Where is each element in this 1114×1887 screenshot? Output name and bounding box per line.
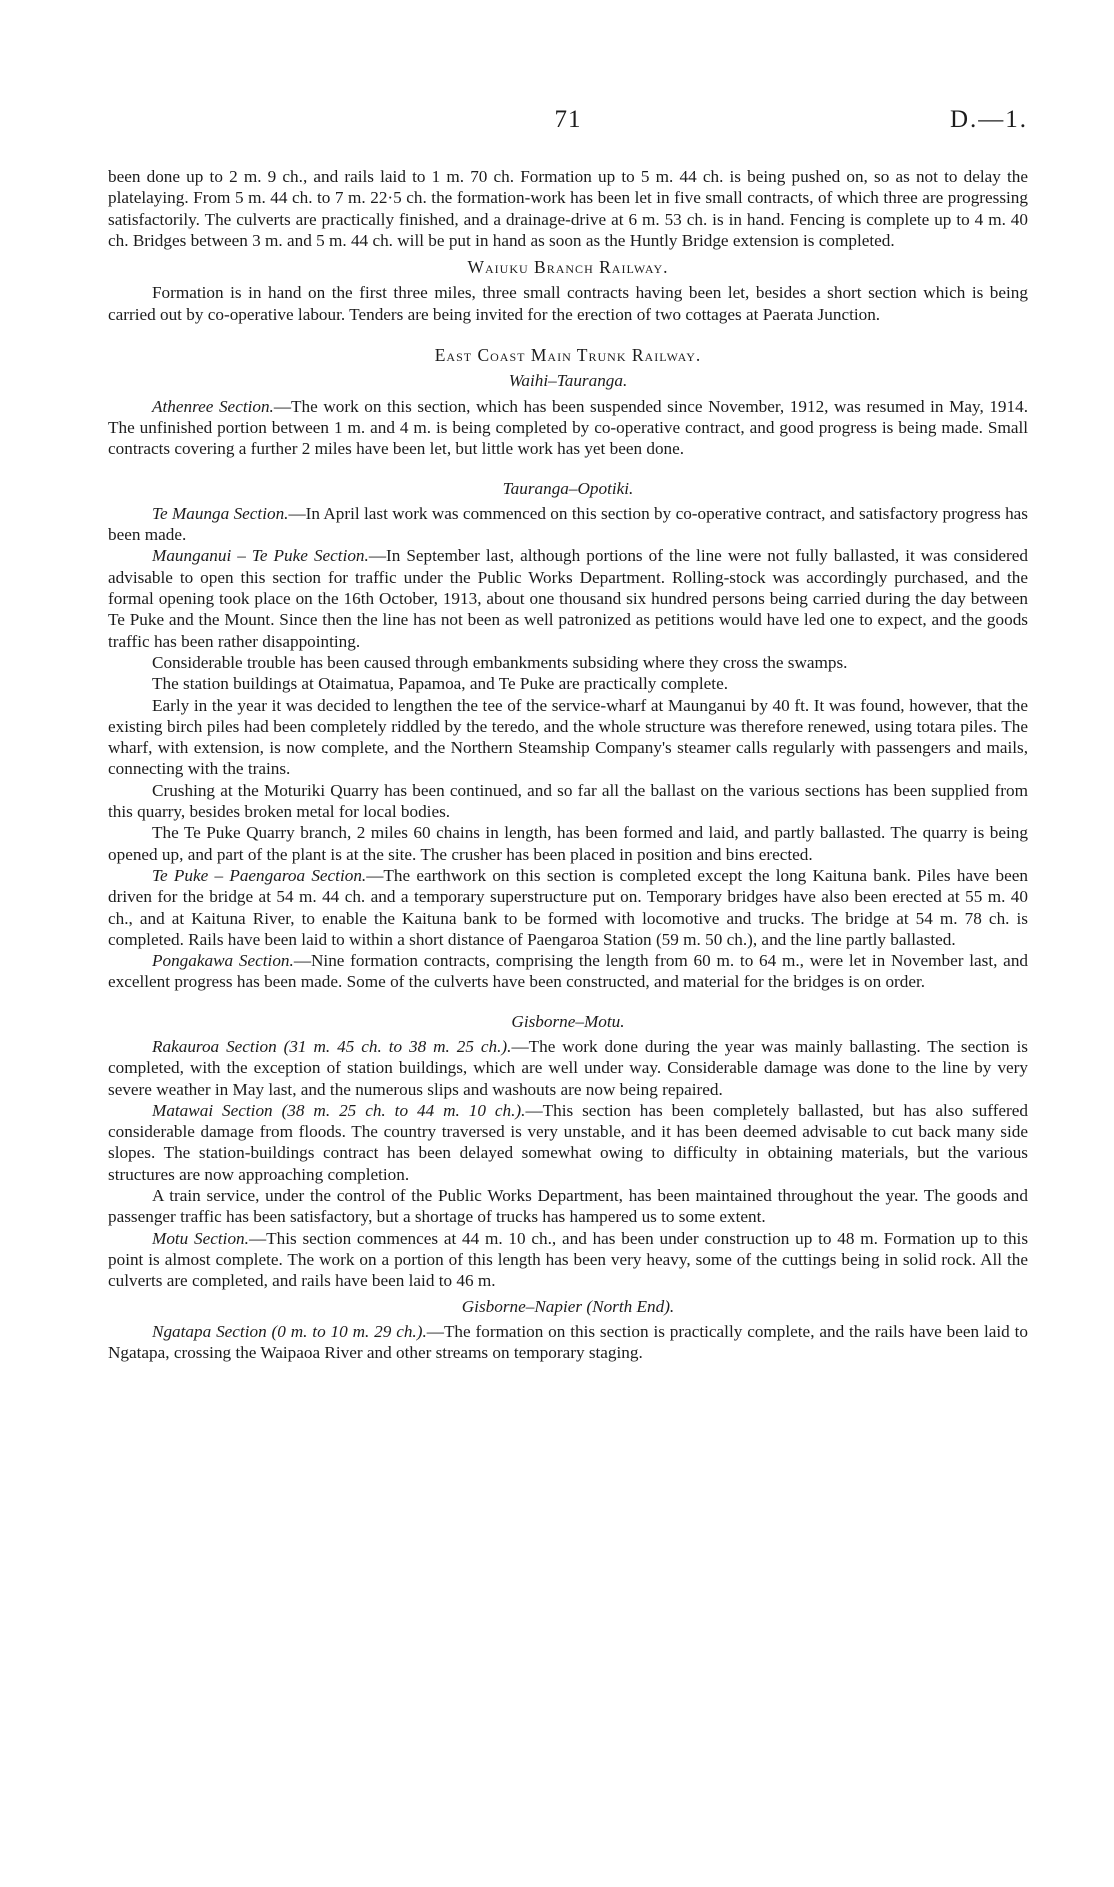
paragraph-text: —This section has been completely ballasted, but has also suffered considerable damage from floods. The country traversed is very unstable, and it has been deemed advisable to cut back many side slopes. The station-buildings contract has been delayed somewhat owing to difficulty in obtaining materials, but the various structures are now approaching completion. <box>108 1100 1028 1184</box>
subsection-heading: Gisborne–Napier (North End). <box>461 1296 675 1316</box>
section-name: Te Maunga Section. <box>152 503 289 523</box>
paragraph <box>108 396 1028 460</box>
paragraph: Considerable trouble has been caused through embankments subsiding where they cross the swamps. <box>152 652 848 672</box>
section-name: Athenree Section. <box>152 396 274 416</box>
subsection-heading: Gisborne–Motu. <box>511 1011 625 1031</box>
section-name: Motu Section. <box>152 1228 249 1248</box>
paragraph: A train service, under the control of the Public Works Department, has been maintained throughout the year. The goods and passenger traffic has been satisfactory, but a shortage of trucks has hampered us to some extent. <box>108 1186 1028 1227</box>
paragraph: The station buildings at Otaimatua, Papamoa, and Te Puke are practically complete. <box>152 674 728 694</box>
section-name: Te Puke – Paengaroa Section. <box>152 865 367 885</box>
paragraph-text: —The work done during the year was mainly ballasting. The section is completed, with the exception of station buildings, which are well under way. Considerable damage was done to the line by very severe weather in May last, and the numerous slips and washouts are now being repaired. <box>108 1036 1028 1099</box>
subsection-heading: Tauranga–Opotiki. <box>502 478 634 498</box>
paragraph-text: —In September last, although portions of the line were not fully ballasted, it was considered advisable to open this section for traffic under the Public Works Department. Rolling-stock was accordingly purchased, and the formal opening took place on the 16th October, 1913, about one thousand six hundred persons being carried during the day between Te Puke and the Mount. Since then the line has not been as well patronized as petitions would have led one to expect, and the goods traffic has been rather disappointing. <box>108 546 1028 651</box>
document-reference: D.—1. <box>949 106 1028 133</box>
subsection-heading: Waihi–Tauranga. <box>508 371 628 391</box>
paragraph <box>108 1036 1028 1100</box>
paragraph: Formation is in hand on the first three miles, three small contracts having been let, besides a short section which is being carried out by co-operative labour. Tenders are being invited for the erection of two cottages at Paerata Junction. <box>108 283 1028 324</box>
section-name: Matawai Section (38 m. 25 ch. to 44 m. 10 ch.). <box>152 1100 526 1120</box>
paragraph-text: —The work on this section, which has been suspended since November, 1912, was resumed in May, 1914. The unfinished portion between 1 m. and 4 m. is being completed by co-operative contract, and good progress is being made. Small contracts covering a further 2 miles have been let, but little work has yet been done. <box>108 396 1028 459</box>
paragraph: been done up to 2 m. 9 ch., and rails laid to 1 m. 70 ch. Formation up to 5 m. 44 ch. is being pushed on, so as not to delay the platelaying. From 5 m. 44 ch. to 7 m. 22·5 ch. the formation-work has been let in five small contracts, of which three are progressing satisfactorily. The culverts are practically finished, and a drainage-drive at 6 m. 53 ch. is in hand. Fencing is complete up to 4 m. 40 ch. Bridges between 3 m. and 5 m. 44 ch. will be put in hand as soon as the Huntly Bridge extension is completed. <box>108 167 1028 250</box>
section-name: Rakauroa Section (31 m. 45 ch. to 38 m. 25 ch.). <box>152 1036 512 1056</box>
paragraph-text: —This section commences at 44 m. 10 ch., and has been under construction up to 48 m. Formation up to this point is almost complete. The work on a portion of this length has been very heavy, some of the cuttings being in solid rock. All the culverts are completed, and rails have been laid to 46 m. <box>108 1228 1029 1291</box>
paragraph <box>108 865 1028 950</box>
section-name: Pongakawa Section. <box>152 951 294 971</box>
paragraph-text: —In April last work was commenced on this section by co-operative contract, and satisfactory progress has been made. <box>108 503 1028 545</box>
section-name: Maunganui – Te Puke Section. <box>152 546 369 566</box>
paragraph-text: —The formation on this section is practically complete, and the rails have been laid to Ngatapa, crossing the Waipaoa River and other streams on temporary staging. <box>108 1321 1028 1363</box>
paragraph <box>108 1321 1028 1364</box>
section-name: Ngatapa Section (0 m. to 10 m. 29 ch.). <box>152 1321 427 1341</box>
page-number: 71 <box>554 106 582 133</box>
paragraph <box>108 545 1028 651</box>
paragraph: Early in the year it was decided to lengthen the tee of the service-wharf at Maunganui by 40 ft. It was found, however, that the existing birch piles had been completely riddled by the teredo, and the whole structure was therefore renewed, using totara piles. The wharf, with extension, is now complete, and the Northern Steamship Company's steamer calls regularly with passengers and mails, connecting with the trains. <box>108 695 1028 779</box>
page-header <box>108 106 1028 140</box>
paragraph <box>108 1228 1028 1292</box>
paragraph <box>108 503 1028 546</box>
paragraph: The Te Puke Quarry branch, 2 miles 60 chains in length, has been formed and laid, and partly ballasted. The quarry is being opened up, and part of the plant is at the site. The crusher has been placed in position and bins erected. <box>108 823 1028 864</box>
paragraph <box>108 1100 1028 1185</box>
paragraph-text: —The earthwork on this section is completed except the long Kaituna bank. Piles have been driven for the bridge at 54 m. 44 ch. and a temporary superstructure put on. Temporary bridges have also been erected at 55 m. 40 ch., and at Kaituna River, to enable the Kaituna bank to be formed with locomotive and trucks. The bridge at 54 m. 78 ch. is completed. Rails have been laid to within a short distance of Paengaroa Station (59 m. 50 ch.), and the line partly ballasted. <box>108 865 1028 949</box>
section-heading: Waiuku Branch Railway. <box>467 257 669 278</box>
paragraph-text: —Nine formation contracts, comprising the length from 60 m. to 64 m., were let in November last, and excellent progress has been made. Some of the culverts have been constructed, and material for the bridges is on order. <box>108 951 1029 992</box>
section-heading: East Coast Main Trunk Railway. <box>434 345 702 366</box>
paragraph <box>108 950 1028 993</box>
paragraph: Crushing at the Moturiki Quarry has been continued, and so far all the ballast on the various sections has been supplied from this quarry, besides broken metal for local bodies. <box>108 780 1028 822</box>
document-body <box>108 166 1028 1363</box>
